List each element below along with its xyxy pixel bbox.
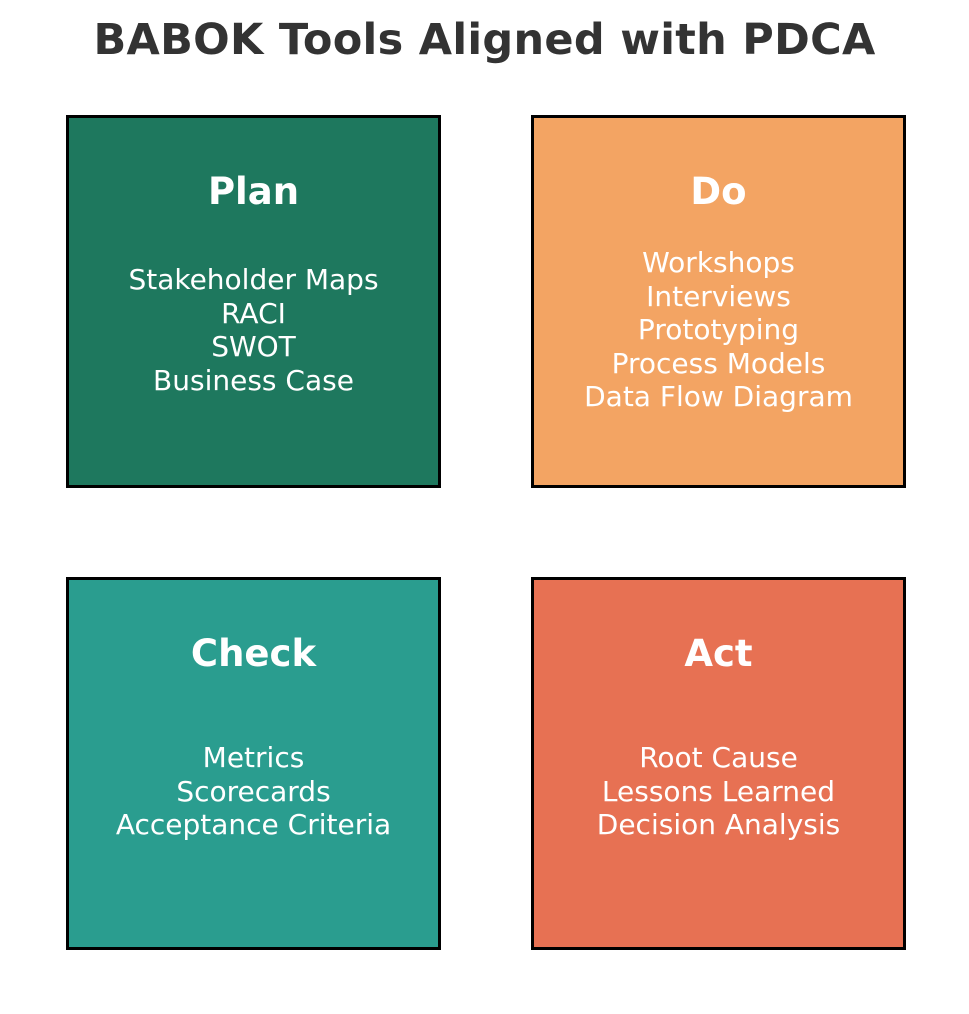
quadrant-plan	[66, 115, 441, 488]
tool-item: Lessons Learned	[601, 774, 836, 808]
quadrant-tool-list	[69, 263, 438, 397]
quadrant-check	[66, 577, 441, 950]
tool-item: Scorecards	[176, 774, 331, 808]
quadrant-do	[531, 115, 906, 488]
tool-item: Business Case	[153, 363, 354, 397]
quadrant-tool-list	[69, 741, 438, 842]
quadrant-tool-list	[534, 741, 903, 842]
quadrant-act	[531, 577, 906, 950]
tool-item: Workshops	[642, 246, 795, 279]
diagram-title: BABOK Tools Aligned with PDCA	[93, 15, 876, 65]
tool-item: Acceptance Criteria	[115, 808, 392, 841]
quadrant-title: Act	[684, 632, 753, 675]
quadrant-title: Do	[690, 170, 747, 213]
tool-item: Interviews	[646, 279, 791, 313]
quadrant-tool-list	[534, 246, 903, 414]
tool-item: Metrics	[202, 741, 305, 774]
tool-item: Root Cause	[639, 741, 798, 774]
quadrant-title: Check	[190, 632, 317, 675]
tool-item: Decision Analysis	[596, 808, 841, 841]
tool-item: SWOT	[211, 330, 296, 363]
tool-item: Data Flow Diagram	[584, 380, 853, 413]
tool-item: Prototyping	[637, 313, 800, 346]
tool-item: RACI	[221, 296, 286, 330]
tool-item: Process Models	[611, 346, 826, 380]
tool-item: Stakeholder Maps	[128, 263, 379, 296]
quadrant-title: Plan	[207, 170, 300, 213]
